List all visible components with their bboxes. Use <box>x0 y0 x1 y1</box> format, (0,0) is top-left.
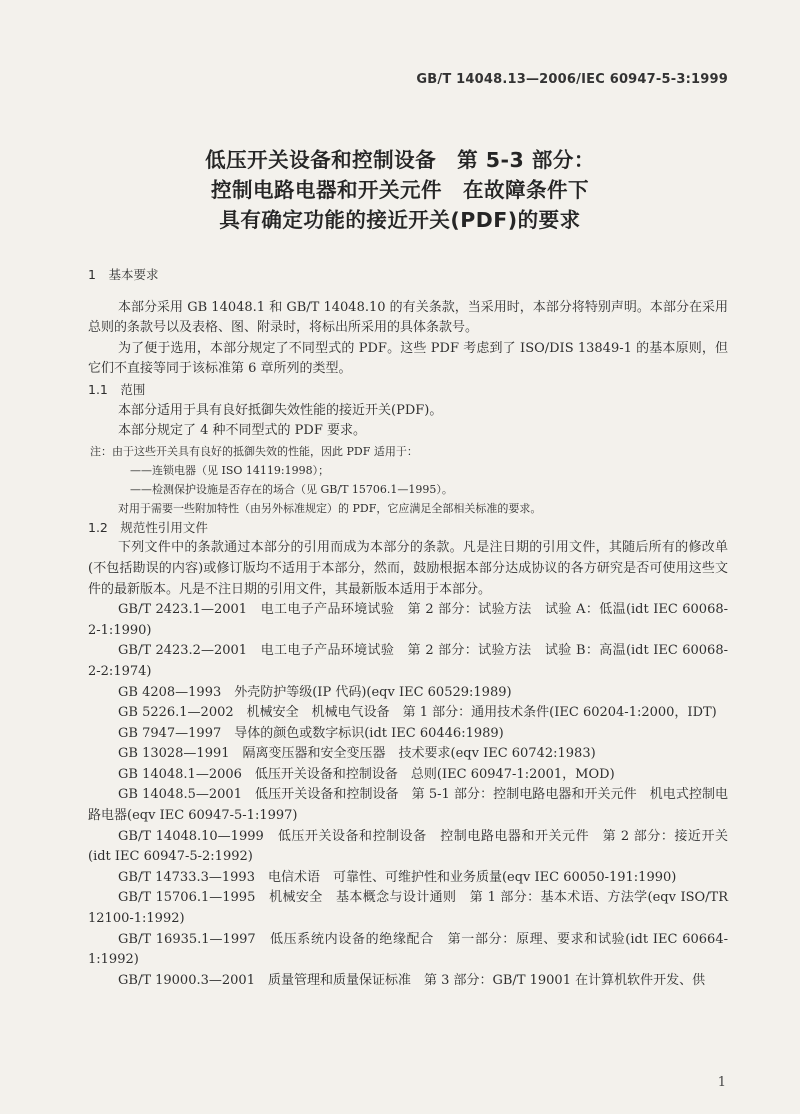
section-1-1-paragraph-2: 本部分规定了 4 种不同型式的 PDF 要求。 <box>118 423 366 439</box>
reference-item: GB 14048.5—2001 低压开关设备和控制设备 第 5-1 部分：控制电路电器和开关元件 机电式控制电路电器(eqv IEC 60947-5-1:1997) <box>88 787 728 824</box>
reference-item: GB 7947—1997 导体的颜色或数字标识(idt IEC 60446:1989) <box>118 725 504 741</box>
reference-item: GB 13028—1991 隔离变压器和安全变压器 技术要求(eqv IEC 60742:1983) <box>118 746 596 762</box>
section-1-1-heading: 1.1 范围 <box>88 381 146 397</box>
page-number: 1 <box>717 1075 726 1090</box>
section-1-paragraph-1: 本部分采用 GB 14048.1 和 GB/T 14048.10 的有关条款，当采用时，本部分将特别声明。本部分在采用总则的条款号以及表格、图、附录时，将标出所采用的具体条款号。 <box>88 299 728 336</box>
reference-item: GB/T 16935.1—1997 低压系统内设备的绝缘配合 第一部分：原理、要求和试验(idt IEC 60664-1:1992) <box>88 931 728 968</box>
reference-item: GB/T 2423.2—2001 电工电子产品环境试验 第 2 部分：试验方法 试验 B：高温(idt IEC 60068-2-2:1974) <box>88 643 728 679</box>
section-1-2-heading: 1.2 规范性引用文件 <box>88 519 208 535</box>
document-title <box>0 145 800 235</box>
standard-number-header: GB/T 14048.13—2006/IEC 60947-5-3:1999 <box>416 72 728 87</box>
reference-item: GB/T 2423.1—2001 电工电子产品环境试验 第 2 部分：试验方法 试验 A：低温(idt IEC 60068-2-1:1990) <box>88 602 728 638</box>
title-line-3: 具有确定功能的接近开关(PDF)的要求 <box>219 208 581 232</box>
note-item-1: ——连锁电器（见 ISO 14119:1998）； <box>130 463 330 477</box>
reference-item: GB 14048.1—2006 低压开关设备和控制设备 总则(IEC 60947-1:2001，MOD) <box>118 766 615 782</box>
reference-item: GB/T 15706.1—1995 机械安全 基本概念与设计通则 第 1 部分：基本术语、方法学(eqv ISO/TR 12100-1:1992) <box>88 890 728 927</box>
reference-item: GB/T 14048.10—1999 低压开关设备和控制设备 控制电路电器和开关元件 第 2 部分：接近开关(idt IEC 60947-5-2:1992) <box>88 828 728 865</box>
reference-item: GB 5226.1—2002 机械安全 机械电气设备 第 1 部分：通用技术条件(IEC 60204-1:2000，IDT) <box>118 705 717 721</box>
note-tail: 对用于需要一些附加特性（由另外标准规定）的 PDF，它应满足全部相关标准的要求。 <box>118 501 542 515</box>
section-1-1-paragraph-1: 本部分适用于具有良好抵御失效性能的接近开关(PDF)。 <box>118 402 443 418</box>
reference-item: GB 4208—1993 外壳防护等级(IP 代码)(eqv IEC 60529:1989) <box>118 684 512 700</box>
note-item-2: ——检测保护设施是否存在的场合（见 GB/T 15706.1—1995）。 <box>130 482 453 496</box>
note-intro: 注：由于这些开关具有良好的抵御失效的性能，因此 PDF 适用于： <box>90 444 418 458</box>
section-1-paragraph-2: 为了便于选用，本部分规定了不同型式的 PDF。这些 PDF 考虑到了 ISO/DIS 13849-1 的基本原则，但它们不直接等同于该标准第 6 章所列的类型。 <box>88 340 728 377</box>
title-line-2: 控制电路电器和开关元件 在故障条件下 <box>211 178 589 202</box>
reference-item: GB/T 14733.3—1993 电信术语 可靠性、可维护性和业务质量(eqv IEC 60050-191:1990) <box>118 869 677 885</box>
section-1-heading: 1 基本要求 <box>88 267 159 282</box>
reference-list <box>88 600 728 991</box>
document-body <box>88 265 728 991</box>
section-1-2-paragraph-1: 下列文件中的条款通过本部分的引用而成为本部分的条款。凡是注日期的引用文件，其随后所有的修改单(不包括勘误的内容)或修订版均不适用于本部分，然而，鼓励根据本部分达成协议的各方研究是否可使用这些文件的最新版本。凡是不注日期的引用文件，其最新版本适用于本部分。 <box>88 540 728 597</box>
title-line-1: 低压开关设备和控制设备 第 5-3 部分： <box>205 148 595 172</box>
reference-item: GB/T 19000.3—2001 质量管理和质量保证标准 第 3 部分：GB/T 19001 在计算机软件开发、供 <box>118 972 706 988</box>
